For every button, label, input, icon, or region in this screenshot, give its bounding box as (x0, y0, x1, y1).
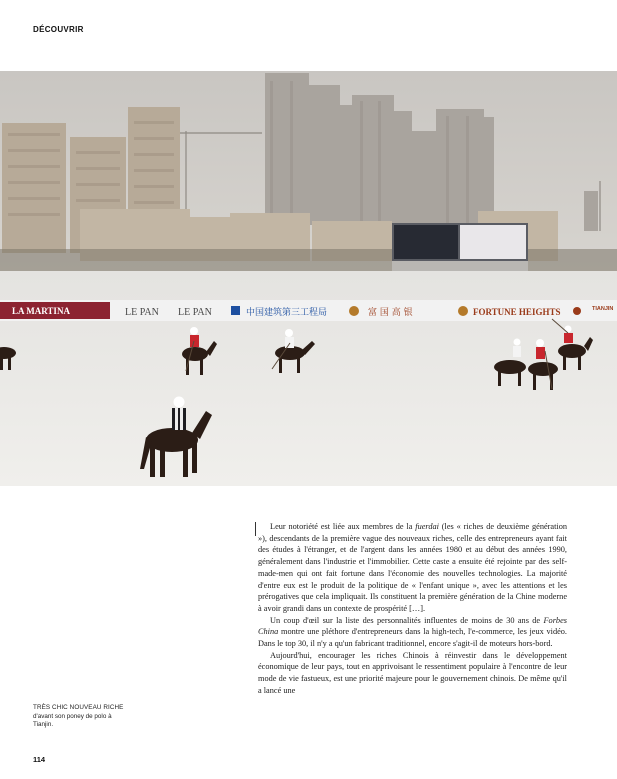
p2-text-a: Un coup d'œil sur la liste des personnalités influentes de moins de 30 ans de (270, 615, 544, 625)
p1-text-a: Leur notoriété est liée aux membres de la (270, 522, 416, 531)
article-paragraph-3: Aujourd'hui, encourager les riches Chinois à réinvestir dans le développement économique de leur pays, tout en apprivoisant le ressentiment populaire à l'encontre de leur mode de vie fastueux, est une priorité majeure pour le gouvernement chinois. De même qu'il a lancé une (258, 650, 567, 695)
article-paragraph-2 (258, 615, 567, 650)
article-body (258, 521, 567, 697)
banner-la-martina: LA MARTINA (12, 306, 70, 316)
polo-photo (0, 71, 617, 486)
page-number: 114 (33, 755, 46, 764)
banner-tianjin: TIANJIN (592, 306, 614, 312)
p2-text-b: montre une pléthore d'entrepreneurs dans la high-tech, l'e-commerce, les jeux vidéo. Dans le top 30, il n'y a qu'un fabricant traditionnel, encore s'agit-il de moteurs hors-bord. (258, 627, 567, 649)
p1-text-b: (les « riches de deuxième génération »), descendants de la première vague des nouveaux riches, celle des entrepreneurs ayant fait des études à l'étranger, et de l'argent dans les années 1980 et au début des années 1990, généralement dans l'industrie et l'immobilier. Cette caste a ensuite été rejointe par des self-made-men qui ont fait fortune dans l'économie des nouvelles technologies. La majorité d'entre eux est le produit de la politique de « l'enfant unique », avec les attentions et les prérogatives que cela impliquait. Ils constituent la première génération de la Chine moderne à avoir grandi dans un contexte de prospérité […]. (258, 522, 567, 613)
banner-chinese-2: 富 国 高 银 (368, 308, 413, 318)
p2-italic: Forbes China (258, 615, 567, 637)
photo-caption (33, 704, 129, 730)
p1-italic: fuerdai (415, 522, 439, 531)
section-label: DÉCOUVRIR (33, 25, 84, 34)
banner-chinese-construction: 中国建筑第三工程局 (246, 308, 328, 318)
banner-lepan-2: LE PAN (178, 307, 212, 318)
column-rule (255, 522, 256, 536)
banner-fortune-heights: FORTUNE HEIGHTS (473, 307, 561, 317)
caption-lead: TRÈS CHIC NOUVEAU RICHE (33, 704, 124, 711)
article-paragraph-1 (258, 521, 567, 615)
caption-body: d'avant son poney de polo à Tianjin. (33, 712, 112, 729)
banner-lepan-1: LE PAN (125, 307, 159, 318)
